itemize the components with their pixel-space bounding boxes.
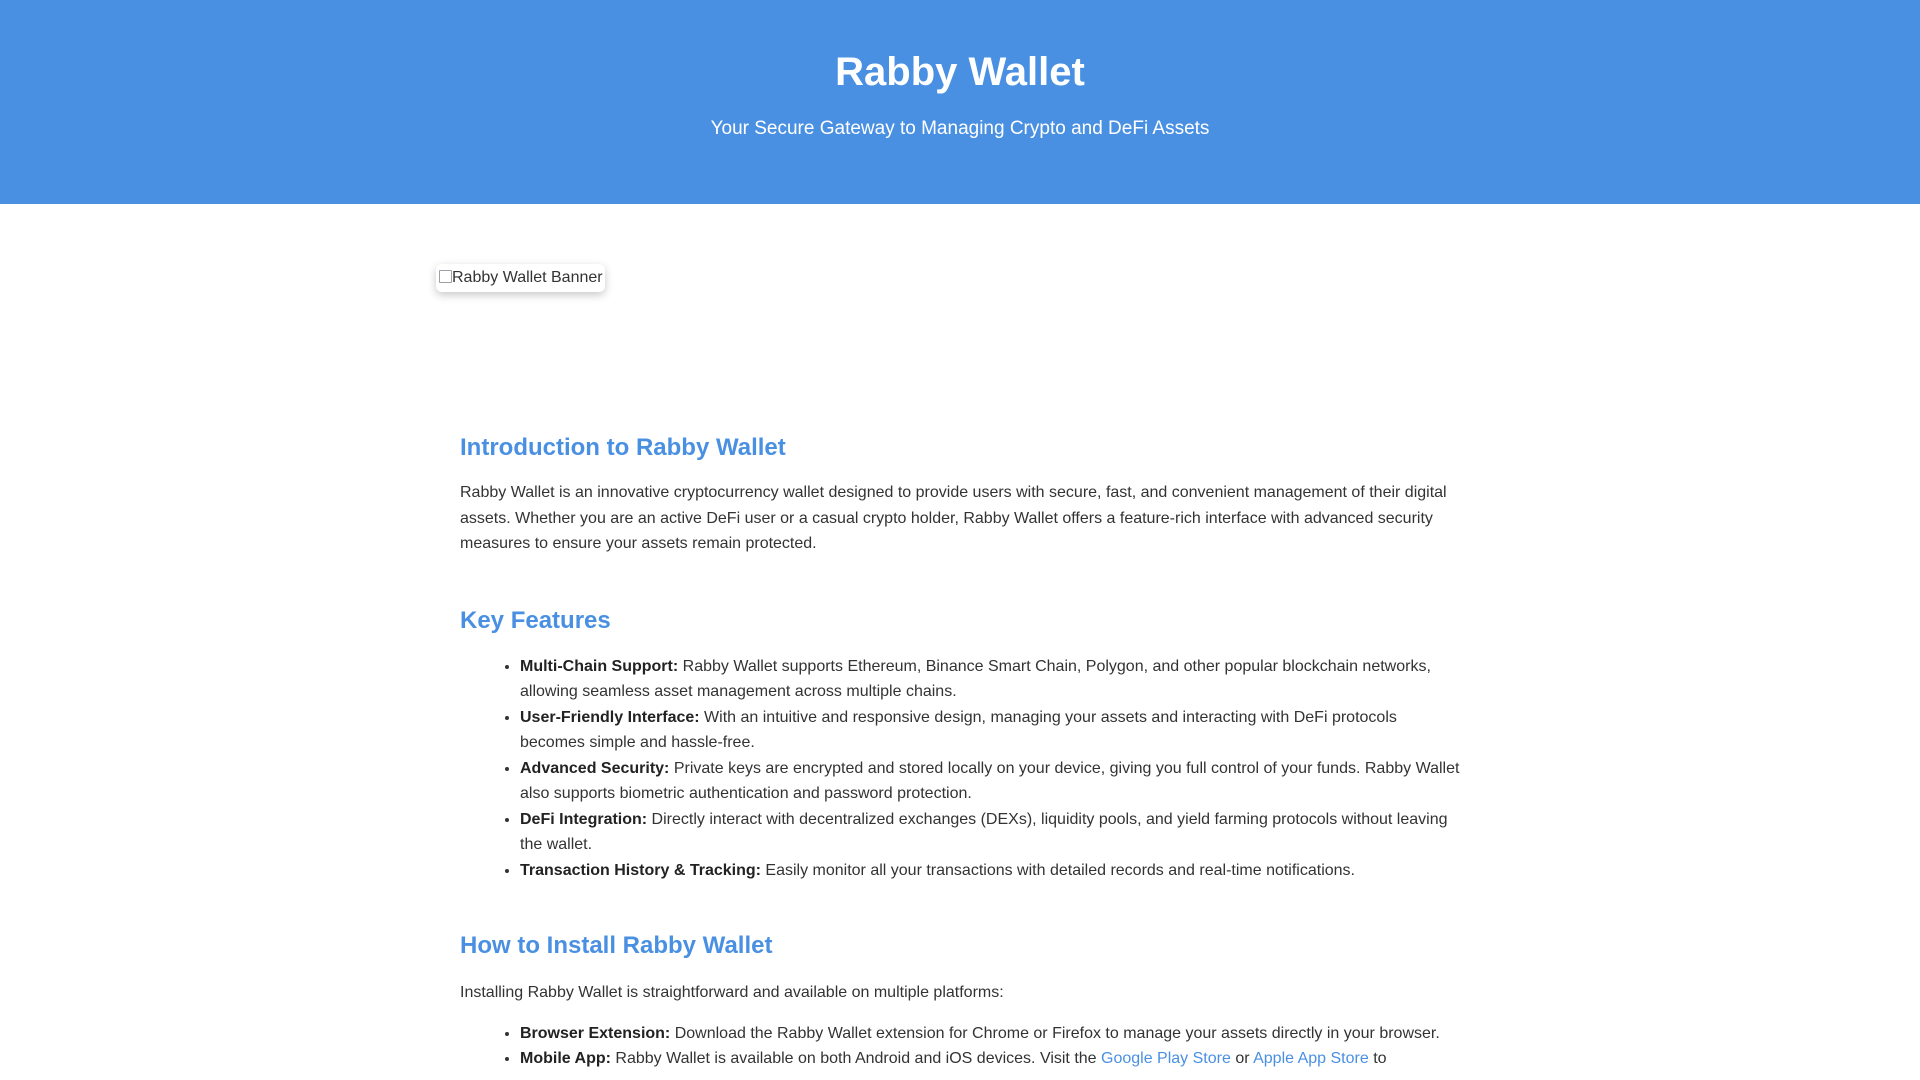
feature-text: Easily monitor all your transactions with detailed records and real-time notifications. [760, 861, 1355, 879]
features-heading: Key Features [460, 606, 611, 634]
feature-text: With an intuitive and responsive design, managing your assets and interacting with DeFi protocols becomes simple and hassle-free. [520, 708, 1397, 751]
install-title: Mobile App: [520, 1050, 611, 1067]
install-item-mobile [520, 1046, 1460, 1072]
feature-text: Directly interact with decentralized exchanges (DEXs), liquidity pools, and yield farming protocols without leaving the wallet. [520, 810, 1448, 853]
intro-paragraph: Rabby Wallet is an innovative cryptocurrency wallet designed to provide users with secure, fast, and convenient management of their digital assets. Whether you are an active DeFi user or a casual crypto holder, Rabby Wallet offers a feature-rich interface with advanced security measures to ensure your assets remain protected. [460, 484, 1447, 552]
feature-item-user-friendly [520, 705, 1460, 756]
feature-item-security [520, 756, 1460, 807]
banner-image [436, 264, 605, 292]
main-content [460, 430, 1460, 1072]
feature-item-history [520, 858, 1460, 884]
install-text: Rabby Wallet is available on both Android and iOS devices. Visit the [610, 1050, 1102, 1067]
install-text: Download the Rabby Wallet extension for Chrome or Firefox to manage your assets directly in your browser. [670, 1024, 1440, 1042]
banner-alt-text: Rabby Wallet Banner [452, 269, 603, 286]
install-section [460, 928, 1460, 1072]
features-section [460, 603, 1460, 884]
install-text: or [1230, 1050, 1254, 1067]
feature-text: Private keys are encrypted and stored locally on your device, giving you full control of your funds. Rabby Wallet also supports biometric authentication and password protection. [520, 759, 1460, 802]
feature-title: User-Friendly Interface: [520, 708, 700, 726]
page-title: Rabby Wallet [835, 50, 1085, 94]
install-title: Browser Extension: [520, 1024, 671, 1042]
feature-item-multi-chain [520, 654, 1460, 705]
feature-title: Advanced Security: [520, 759, 670, 777]
install-item-browser [520, 1021, 1460, 1047]
apple-app-store-link[interactable]: Apple App Store [1253, 1050, 1369, 1067]
feature-title: Multi-Chain Support: [520, 657, 679, 675]
install-heading: How to Install Rabby Wallet [460, 932, 773, 959]
install-text: to [1368, 1050, 1387, 1067]
feature-title: Transaction History & Tracking: [520, 861, 761, 879]
intro-heading: Introduction to Rabby Wallet [460, 434, 786, 461]
feature-text: Rabby Wallet supports Ethereum, Binance Smart Chain, Polygon, and other popular blockchain networks, allowing seamless asset management across multiple chains. [520, 657, 1431, 700]
feature-title: DeFi Integration: [520, 810, 648, 828]
google-play-link[interactable]: Google Play Store [1101, 1050, 1231, 1067]
hero-header [0, 0, 1920, 204]
broken-image-icon [438, 269, 452, 283]
install-list [460, 1021, 1460, 1072]
install-paragraph: Installing Rabby Wallet is straightforward and available on multiple platforms: [460, 984, 1004, 1001]
features-list [460, 654, 1460, 884]
page-subtitle: Your Secure Gateway to Managing Crypto and DeFi Assets [710, 118, 1210, 139]
feature-item-defi [520, 807, 1460, 858]
banner-container [436, 264, 605, 292]
intro-section [460, 430, 1460, 557]
